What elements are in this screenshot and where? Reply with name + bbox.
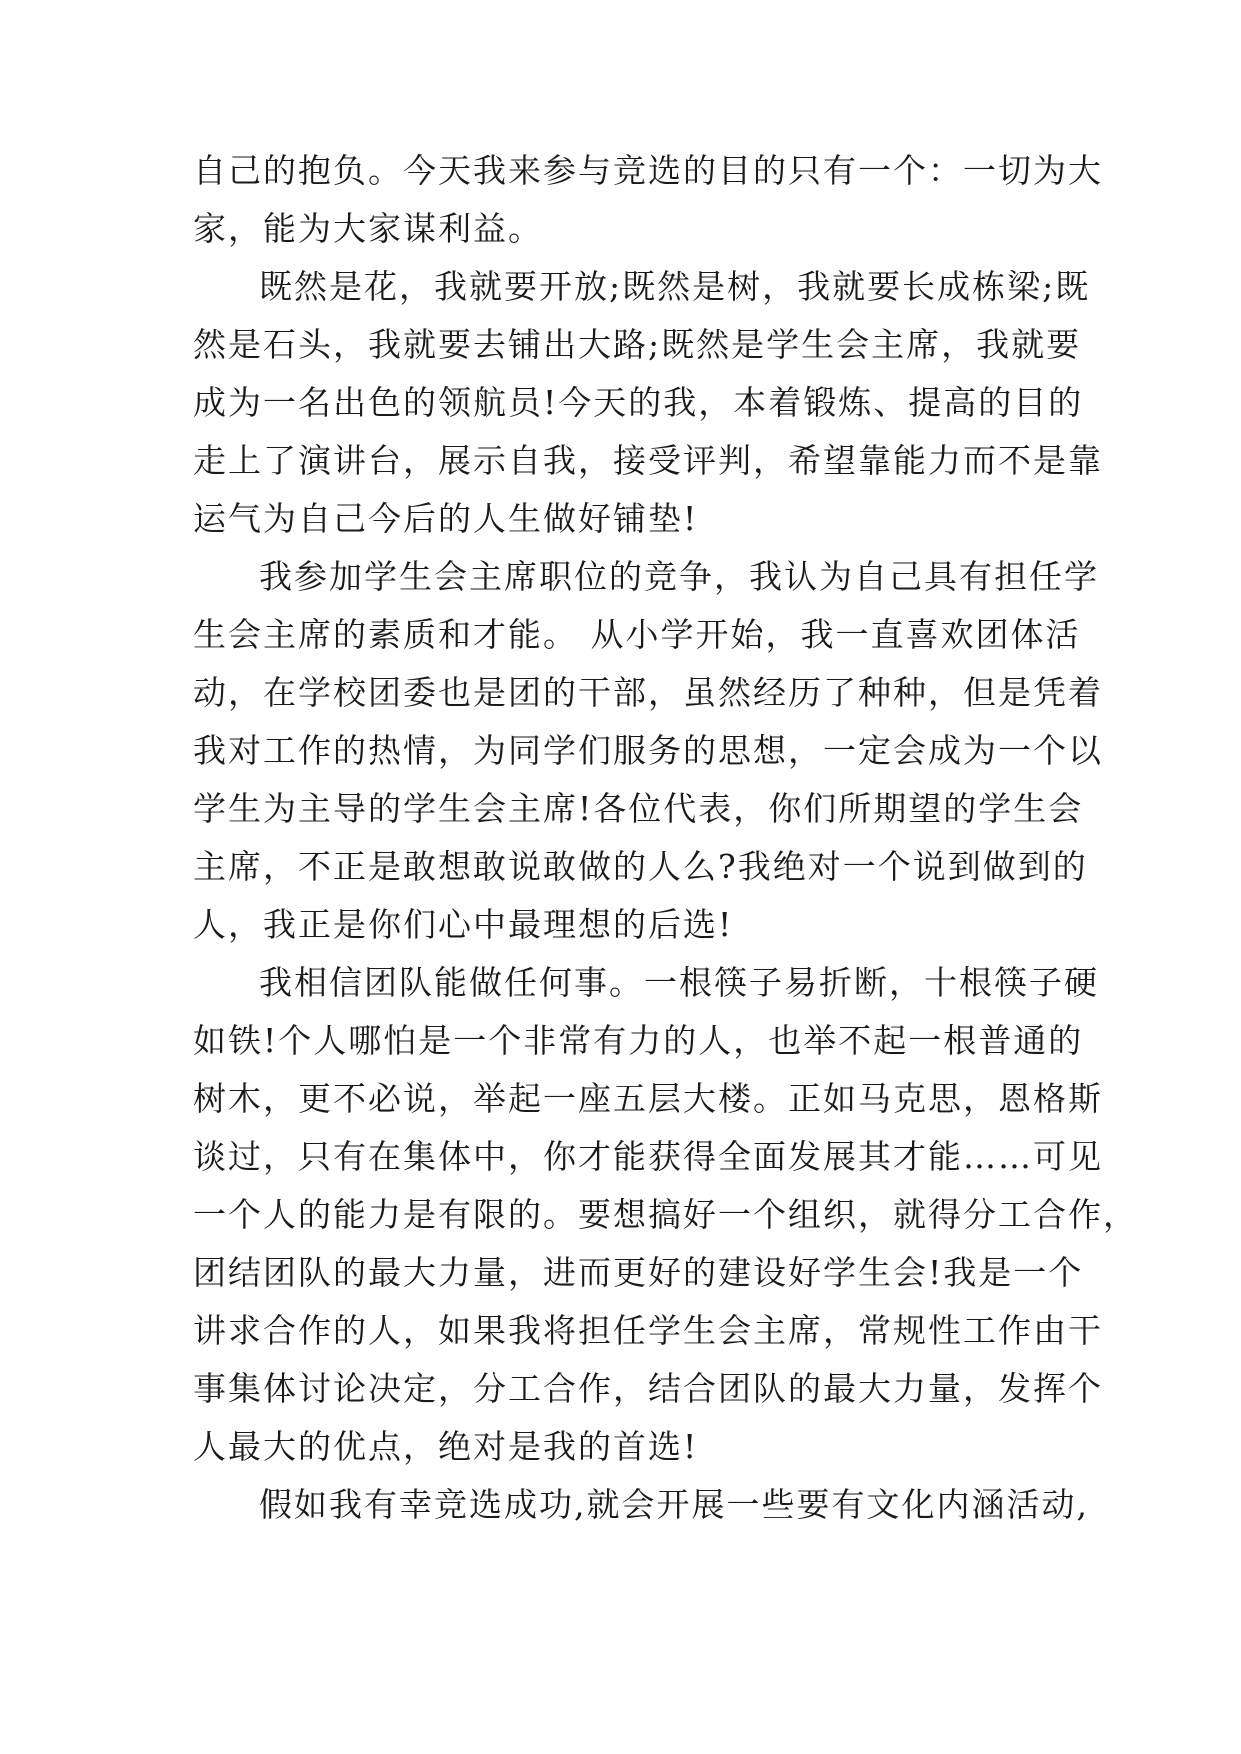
text-line: 主席，不正是敢想敢说敢做的人么?我绝对一个说到做到的 — [193, 847, 1088, 886]
text-line: 人最大的优点，绝对是我的首选! — [193, 1427, 699, 1466]
text-line: 我相信团队能做任何事。一根筷子易折断，十根筷子硬 — [259, 963, 1099, 1002]
text-line: 讲求合作的人，如果我将担任学生会主席，常规性工作由干 — [193, 1311, 1103, 1350]
text-line: 事集体讨论决定，分工合作，结合团队的最大力量，发挥个 — [193, 1369, 1103, 1408]
text-line: 如铁!个人哪怕是一个非常有力的人，也举不起一根普通的 — [193, 1021, 1084, 1060]
text-line: 运气为自己今后的人生做好铺垫! — [193, 499, 699, 538]
text-line: 我参加学生会主席职位的竞争，我认为自己具有担任学 — [259, 557, 1099, 596]
text-line: 谈过，只有在集体中，你才能获得全面发展其才能……可见 — [193, 1137, 1103, 1176]
text-line: 一个人的能力是有限的。要想搞好一个组织，就得分工合作， — [193, 1195, 1138, 1234]
text-line: 动，在学校团委也是团的干部，虽然经历了种种，但是凭着 — [193, 673, 1103, 712]
text-line: 我对工作的热情，为同学们服务的思想，一定会成为一个以 — [193, 731, 1103, 770]
text-line: 走上了演讲台，展示自我，接受评判，希望靠能力而不是靠 — [193, 441, 1103, 480]
text-line: 人，我正是你们心中最理想的后选! — [193, 905, 734, 944]
text-line: 家，能为大家谋利益。 — [193, 209, 543, 248]
text-line: 团结团队的最大力量，进而更好的建设好学生会!我是一个 — [193, 1253, 1084, 1292]
text-line: 学生为主导的学生会主席!各位代表，你们所期望的学生会 — [193, 789, 1084, 828]
text-line: 树木，更不必说，举起一座五层大楼。正如马克思，恩格斯 — [193, 1079, 1103, 1118]
text-line: 假如我有幸竞选成功,就会开展一些要有文化内涵活动, — [259, 1485, 1089, 1524]
document-body — [193, 142, 1138, 1534]
text-line: 然是石头，我就要去铺出大路;既然是学生会主席，我就要 — [193, 325, 1082, 364]
text-line: 生会主席的素质和才能。 从小学开始，我一直喜欢团体活 — [193, 615, 1081, 654]
document-page — [193, 142, 1138, 1534]
text-line: 自己的抱负。今天我来参与竞选的目的只有一个：一切为大 — [193, 151, 1103, 190]
text-line: 既然是花，我就要开放;既然是树，我就要长成栋梁;既 — [259, 267, 1091, 306]
text-line: 成为一名出色的领航员!今天的我，本着锻炼、提高的目的 — [193, 383, 1084, 422]
